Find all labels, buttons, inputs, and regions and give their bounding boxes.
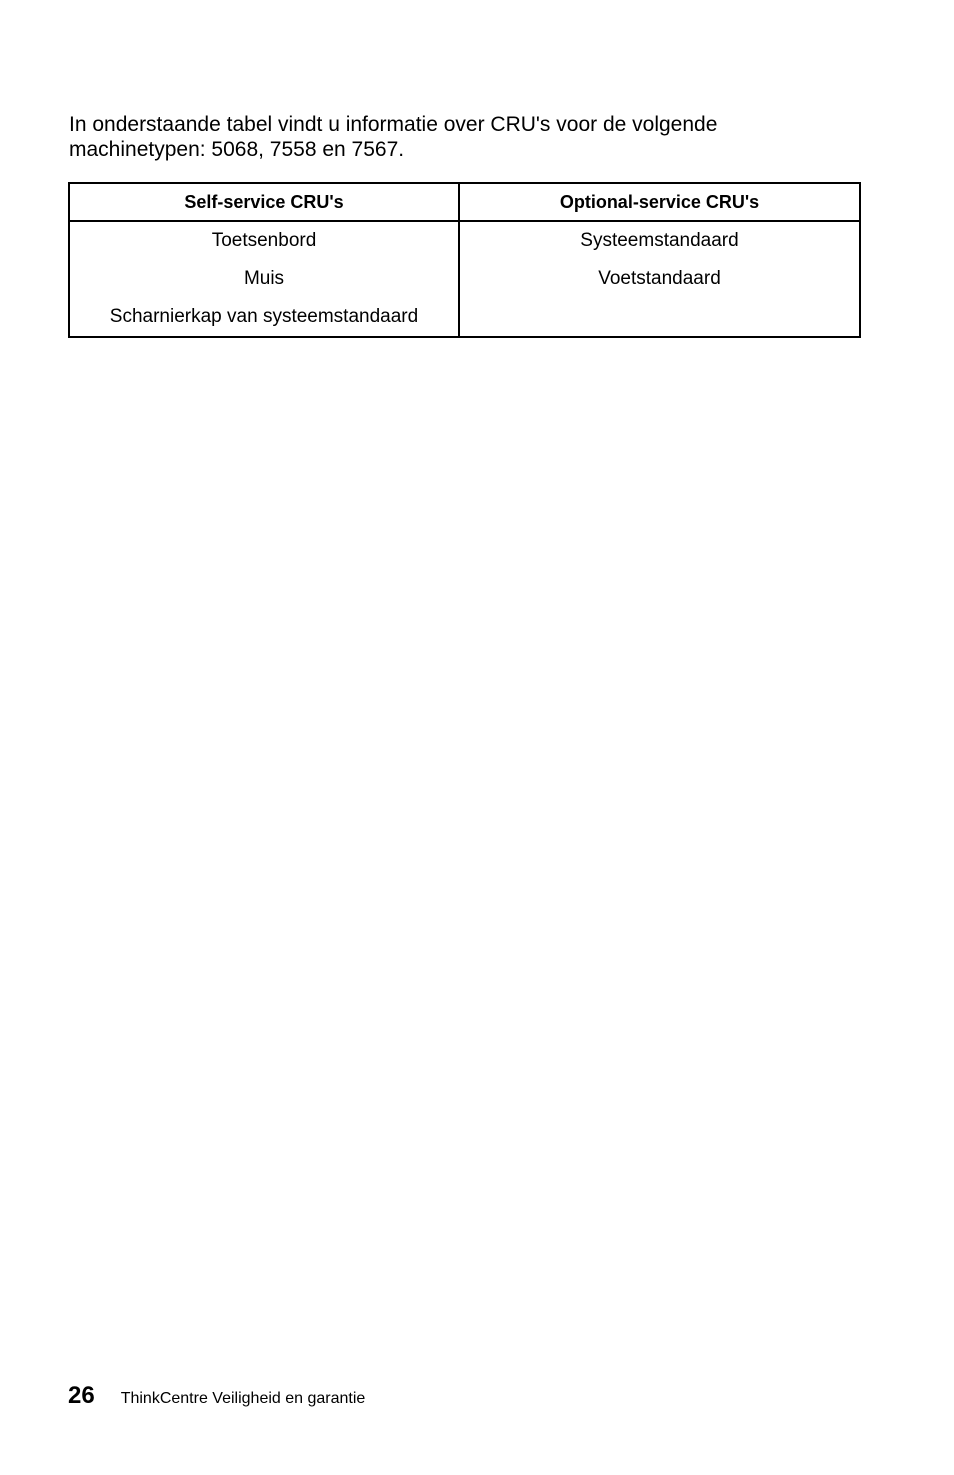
table-cell: Muis [69,260,459,298]
table-row [69,260,860,298]
intro-line-2: machinetypen: 5068, 7558 en 7567. [69,138,405,161]
intro-paragraph [69,112,829,162]
header-optional-service: Optional-service CRU's [459,183,860,221]
cru-table [68,182,861,338]
table-cell: Voetstandaard [598,268,721,289]
table-cell: Toetsenbord [69,221,459,260]
intro-line-1: In onderstaande tabel vindt u informatie over CRU's voor de volgende [69,113,718,136]
page-number: 26 [68,1382,95,1409]
table-row [69,298,860,337]
table-row [69,221,860,260]
header-self-service: Self-service CRU's [69,183,459,221]
footer-title: ThinkCentre Veiligheid en garantie [120,1390,366,1407]
page-footer [68,1382,365,1410]
table-cell: Scharnierkap van systeemstandaard [69,298,459,337]
table-cell: Systeemstandaard [580,230,739,251]
table-cell [459,298,860,337]
table-header-row [69,183,860,221]
